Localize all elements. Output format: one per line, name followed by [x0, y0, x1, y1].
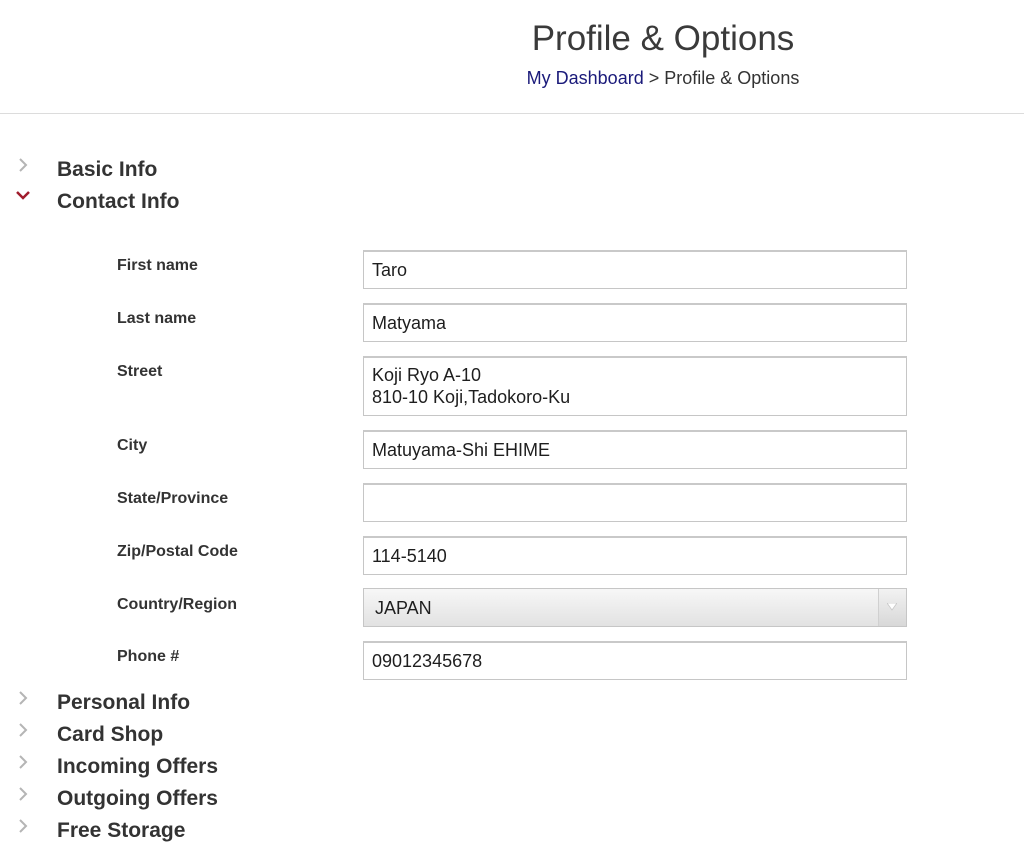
chevron-right-icon — [14, 721, 34, 741]
section-basic-info[interactable] — [0, 156, 400, 186]
section-label: Basic Info — [57, 158, 158, 181]
country-region-selected-value: JAPAN — [375, 598, 432, 618]
chevron-right-icon — [14, 817, 34, 837]
country-region-select[interactable] — [363, 588, 907, 627]
breadcrumb — [303, 67, 1023, 89]
chevron-right-icon — [14, 156, 34, 176]
section-personal-info[interactable] — [0, 689, 400, 719]
city-input[interactable] — [363, 430, 907, 469]
first-name-label: First name — [117, 257, 198, 274]
section-label: Personal Info — [57, 691, 191, 714]
section-label: Card Shop — [57, 723, 164, 746]
section-outgoing-offers[interactable] — [0, 785, 400, 815]
breadcrumb-current: Profile & Options — [664, 68, 800, 88]
phone-label: Phone # — [117, 648, 180, 665]
section-incoming-offers[interactable] — [0, 753, 400, 783]
section-label: Free Storage — [57, 819, 186, 842]
street-input[interactable] — [363, 356, 907, 416]
zip-postal-code-label: Zip/Postal Code — [117, 543, 238, 560]
first-name-input[interactable] — [363, 250, 907, 289]
breadcrumb-separator: > — [648, 68, 660, 88]
section-label: Incoming Offers — [57, 755, 219, 778]
state-province-input[interactable] — [363, 483, 907, 522]
section-contact-info[interactable] — [0, 188, 400, 218]
chevron-right-icon — [14, 785, 34, 805]
breadcrumb-dashboard-link[interactable]: My Dashboard — [526, 68, 644, 88]
section-free-storage[interactable] — [0, 817, 400, 847]
chevron-right-icon — [14, 753, 34, 773]
section-card-shop[interactable] — [0, 721, 400, 751]
country-region-label: Country/Region — [117, 596, 237, 613]
zip-postal-code-input[interactable] — [363, 536, 907, 575]
page-title: Profile & Options — [531, 19, 795, 58]
street-label: Street — [117, 363, 163, 380]
section-label: Contact Info — [57, 190, 180, 213]
page-header — [0, 0, 1024, 114]
last-name-input[interactable] — [363, 303, 907, 342]
select-arrow-button[interactable] — [878, 589, 906, 626]
phone-input[interactable] — [363, 641, 907, 680]
last-name-label: Last name — [117, 310, 197, 327]
section-label: Outgoing Offers — [57, 787, 218, 810]
triangle-down-icon — [887, 603, 897, 611]
state-province-label: State/Province — [117, 490, 229, 507]
city-label: City — [117, 437, 148, 454]
chevron-right-icon — [14, 689, 34, 709]
chevron-down-icon — [14, 188, 34, 208]
